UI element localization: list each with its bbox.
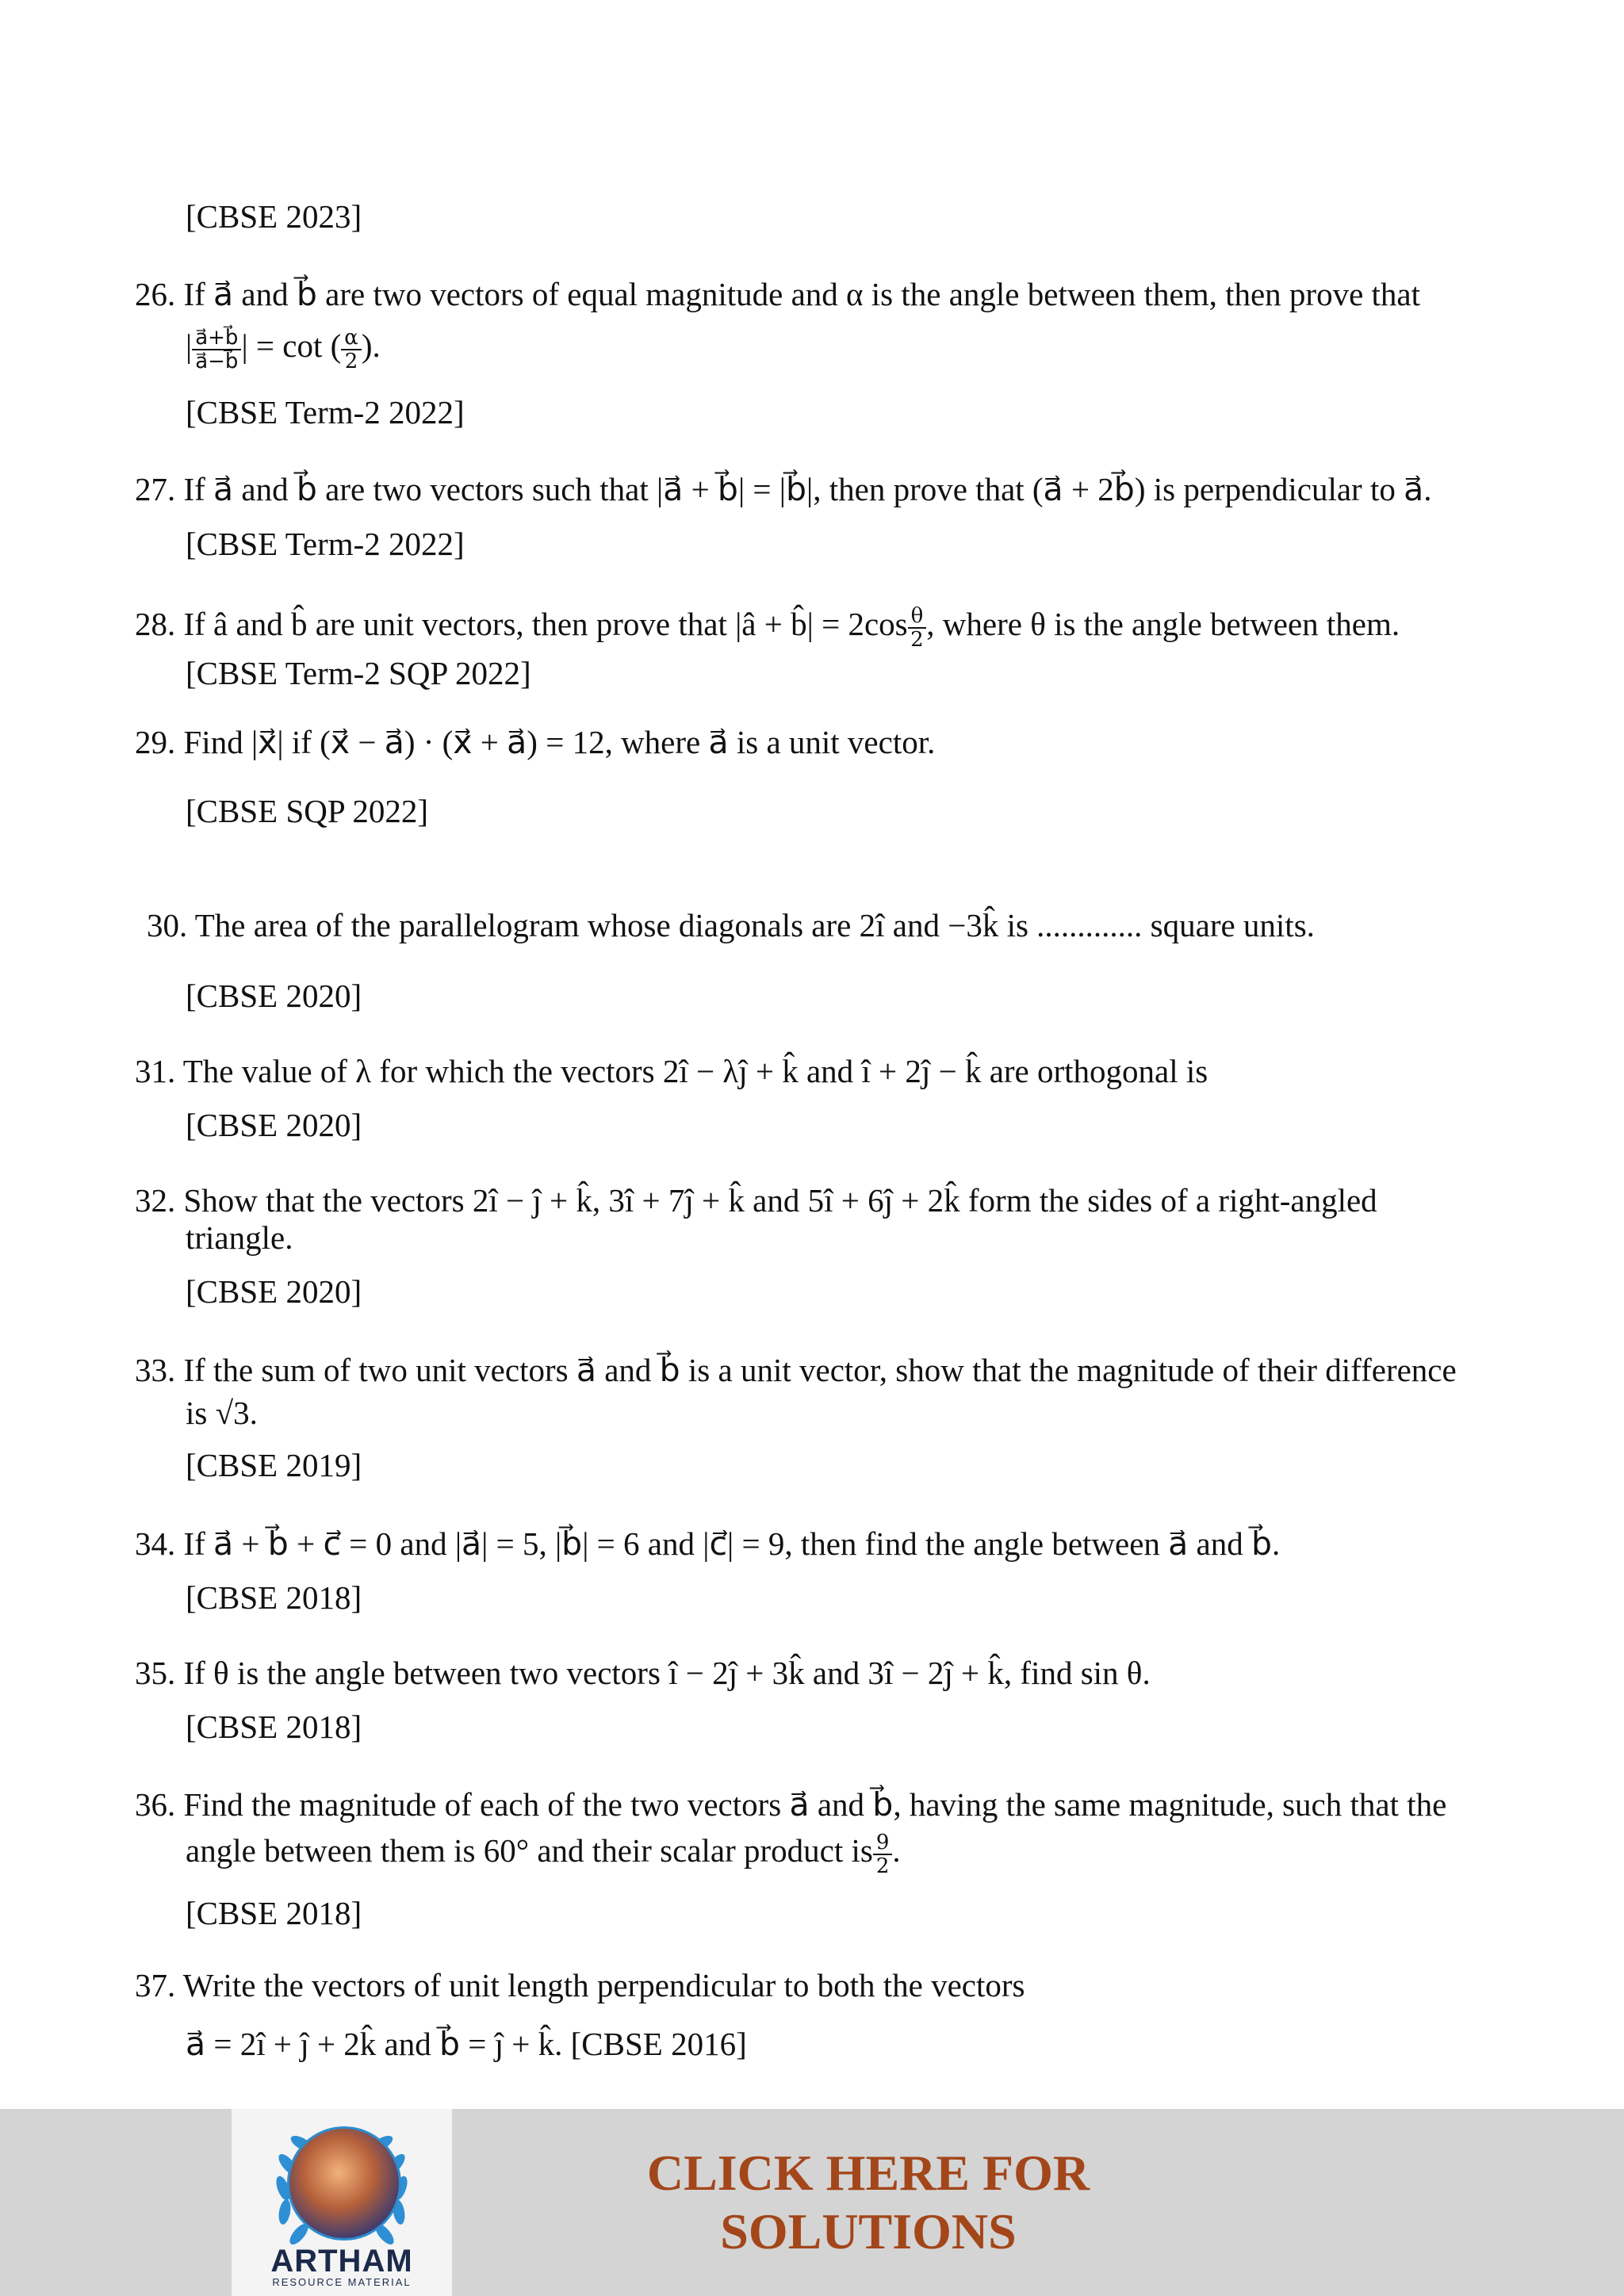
formula-end: ). [361,327,381,364]
question-text-continued [186,1830,901,1877]
question-33 [135,1349,1457,1391]
question-30 [147,905,1315,946]
question-tag: [CBSE Term-2 2022] [186,394,465,430]
question-number: 29. [135,724,176,760]
fraction-denominator: a⃗−b⃗ [195,349,239,373]
question-29 [135,721,935,763]
question-text: The area of the parallelogram whose diagonals are 2î and −3k̂ is ............. square units. [194,907,1315,943]
question-text-end: , where θ is the angle between them. [926,606,1400,642]
question-27 [135,469,1431,510]
fraction-numerator: 9 [873,1831,893,1855]
formula-fraction-nine-halves [873,1831,893,1877]
fraction-numerator: θ [908,605,927,629]
logo-name: ARTHAM [270,2244,413,2279]
question-text-continued: a⃗ = 2î + ĵ + 2k̂ and b⃗ = ĵ + k̂. [CBSE 2016] [186,2026,747,2062]
formula-fraction-theta [908,605,927,651]
question-number: 37. [135,1967,176,2003]
question-37 [135,1965,1025,2006]
question-text-continued: is √3. [186,1395,258,1431]
question-text: If a⃗ and b⃗ are two vectors of equal magnitude and α is the angle between them, then prove that [183,276,1421,312]
question-tag: [CBSE Term-2 SQP 2022] [186,655,531,691]
formula-middle: | = cot ( [241,327,342,364]
question-tag: [CBSE 2023] [186,198,362,235]
question-text: If θ is the angle between two vectors î − 2ĵ + 3k̂ and 3î − 2ĵ + k̂, find sin θ. [183,1655,1151,1691]
question-text-end: . [892,1832,901,1869]
fraction-denominator: 2 [910,627,924,652]
formula-fraction-alpha [341,327,362,373]
question-26-formula [186,325,381,373]
cta-line-2[interactable]: SOLUTIONS [720,2203,1017,2260]
question-number: 27. [135,471,176,507]
formula-fraction [192,327,241,373]
question-text: The value of λ for which the vectors 2î − λĵ + k̂ and î + 2ĵ − k̂ are orthogonal is [182,1053,1208,1089]
question-tag: [CBSE Term-2 2022] [186,526,465,562]
question-number: 30. [147,907,188,943]
question-text: If a⃗ and b⃗ are two vectors such that |a⃗ + b⃗| = |b⃗|, then prove that (a⃗ + 2b⃗) is perpendicular to a⃗. [183,471,1432,507]
question-26 [135,274,1420,315]
logo-illustration [287,2126,401,2241]
fraction-denominator: 2 [344,349,358,373]
question-31 [135,1050,1208,1092]
question-34 [135,1523,1280,1564]
question-28 [135,603,1400,651]
question-number: 35. [135,1655,176,1691]
question-text: Write the vectors of unit length perpendicular to both the vectors [182,1967,1025,2003]
question-tag: [CBSE 2018] [186,1709,362,1745]
question-number: 31. [135,1053,176,1089]
formula-bar: | [186,327,193,364]
question-text: If a⃗ + b⃗ + c⃗ = 0 and |a⃗| = 5, |b⃗| = 6 and |c⃗| = 9, then find the angle between a⃗ and b⃗. [183,1525,1281,1562]
question-number: 36. [135,1786,176,1823]
question-tag: [CBSE 2020] [186,1273,362,1310]
question-tag: [CBSE 2018] [186,1895,362,1931]
question-tag: [CBSE 2018] [186,1579,362,1616]
fraction-denominator: 2 [875,1854,890,1878]
question-tag: [CBSE 2020] [186,978,362,1014]
question-text-continued: triangle. [186,1219,293,1256]
question-text: angle between them is 60° and their scalar product is [186,1832,873,1869]
question-number: 26. [135,276,176,312]
question-text: Show that the vectors 2î − ĵ + k̂, 3î + 7ĵ + k̂ and 5î + 6ĵ + 2k̂ form the sides of a right-angled [183,1182,1377,1219]
question-35 [135,1652,1151,1693]
question-tag: [CBSE 2020] [186,1107,362,1143]
question-tag: [CBSE 2019] [186,1447,362,1483]
fraction-numerator: a⃗+b⃗ [192,327,241,350]
question-number: 33. [135,1352,176,1388]
question-32 [135,1180,1377,1221]
cta-line-1[interactable]: CLICK HERE FOR [646,2145,1090,2201]
question-number: 34. [135,1525,176,1562]
question-36 [135,1784,1446,1825]
fraction-numerator: α [341,327,362,350]
artham-logo [232,2109,452,2296]
logo-subtitle: RESOURCE MATERIAL [272,2276,412,2288]
question-number: 28. [135,606,176,642]
question-text: If â and b̂ are unit vectors, then prove that |â + b̂| = 2cos [183,606,908,642]
question-text: If the sum of two unit vectors a⃗ and b⃗ is a unit vector, show that the magnitude of their difference [183,1352,1457,1388]
question-tag: [CBSE SQP 2022] [186,793,429,829]
question-text: Find |x⃗| if (x⃗ − a⃗) · (x⃗ + a⃗) = 12, where a⃗ is a unit vector. [183,724,936,760]
question-number: 32. [135,1182,176,1219]
solutions-link[interactable] [587,2144,1150,2261]
question-text: Find the magnitude of each of the two vectors a⃗ and b⃗, having the same magnitude, such that the [183,1786,1447,1823]
